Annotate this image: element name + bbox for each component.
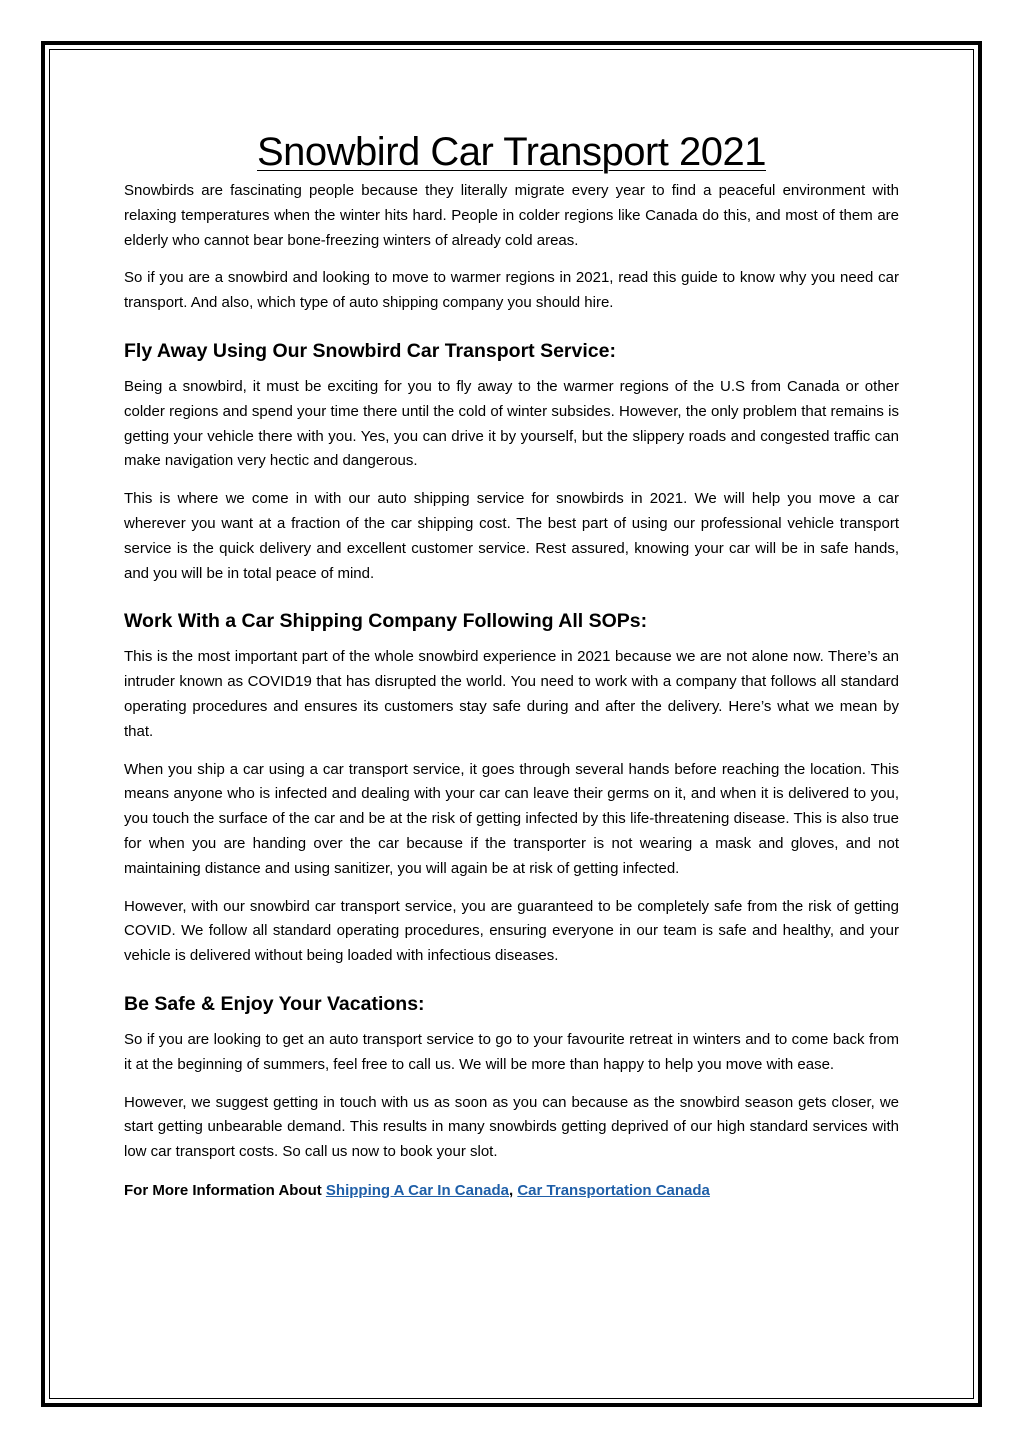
fly-away-paragraph-1: Being a snowbird, it must be exciting for you to fly away to the warmer regions of the U.S from Canada or other colder regions and spend your time there until the cold of winter subsides. However, the only problem that remains is getting your vehicle there with you. Yes, you can drive it by yourself, but the slippery roads and congested traffic can make navigation very hectic and dangerous. [124, 377, 899, 470]
fly-away-paragraph-2: This is where we come in with our auto shipping service for snowbirds in 2021. We will help you move a car wherever you want at a fraction of the car shipping cost. The best part of using our professional vehicle transport service is the quick delivery and excellent customer service. Rest assured, knowing your car will be in safe hands, and you will be in total peace of mind. [124, 490, 899, 582]
document-body [124, 128, 899, 1203]
be-safe-paragraph-1: So if you are looking to get an auto transport service to go to your favourite retreat in winters and to come back from it at the beginning of summers, feel free to call us. We will be more than happy to help you move with ease. [124, 1030, 899, 1073]
section-heading-sops: Work With a Car Shipping Company Following All SOPs: [124, 610, 648, 633]
car-transportation-canada-link[interactable]: Car Transportation Canada [517, 1181, 710, 1199]
document-title: Snowbird Car Transport 2021 [257, 130, 766, 174]
sops-paragraph-1: This is the most important part of the whole snowbird experience in 2021 because we are not alone now. There’s an intruder known as COVID19 that has disrupted the world. You need to work with a company that follows all standard operating procedures and ensures its customers stay safe during and after the delivery. Here’s what we mean by that. [124, 648, 899, 740]
more-info-prefix: For More Information About [124, 1181, 326, 1199]
shipping-car-canada-link[interactable]: Shipping A Car In Canada [325, 1181, 509, 1199]
link-separator: , [509, 1181, 518, 1199]
intro-paragraph-2: So if you are a snowbird and looking to move to warmer regions in 2021, read this guide to know why you need car transport. And also, which type of auto shipping company you should hire. [124, 269, 899, 312]
intro-paragraph-1: Snowbirds are fascinating people because they literally migrate every year to find a peaceful environment with relaxing temperatures when the winter hits hard. People in colder regions like Canada do this, and most of them are elderly who cannot bear bone-freezing winters of already cold areas. [124, 182, 899, 249]
section-heading-fly-away: Fly Away Using Our Snowbird Car Transport Service: [124, 339, 616, 362]
sops-paragraph-3: However, with our snowbird car transport service, you are guaranteed to be completely safe from the risk of getting COVID. We follow all standard operating procedures, ensuring everyone in our team is safe and healthy, and your vehicle is delivered without being loaded with infectious diseases. [124, 897, 899, 965]
be-safe-paragraph-2: However, we suggest getting in touch with us as soon as you can because as the snowbird season gets closer, we start getting unbearable demand. This results in many snowbirds getting deprived of our high standard services with low car transport costs. So call us now to book your slot. [124, 1093, 899, 1161]
section-heading-be-safe: Be Safe & Enjoy Your Vacations: [124, 992, 425, 1015]
sops-paragraph-2: When you ship a car using a car transport service, it goes through several hands before reaching the location. This means anyone who is infected and dealing with your car can leave their germs on it, and when it is delivered to you, you touch the surface of the car and be at the risk of getting infected by this life-threatening disease. This is also true for when you are handing over the car because if the transporter is not wearing a mask and gloves, and not maintaining distance and using sanitizer, you will again be at risk of getting infected. [124, 760, 899, 877]
more-info-line [124, 1179, 899, 1203]
